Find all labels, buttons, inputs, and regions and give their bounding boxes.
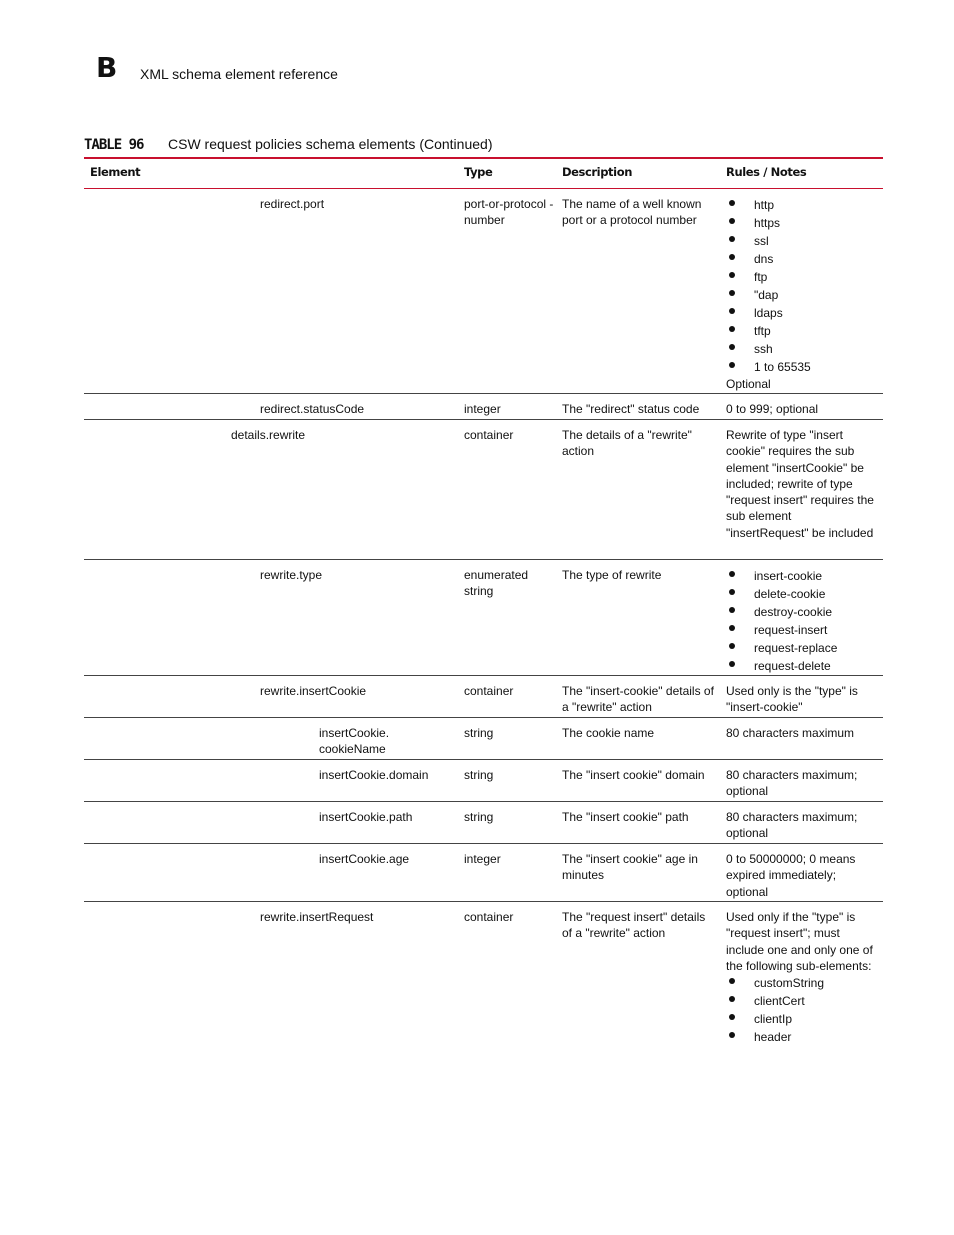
type-cell: container (464, 684, 514, 698)
bullet-text: http (754, 198, 775, 212)
bullet-text: delete-cookie (754, 587, 826, 601)
bullet-text: customString (754, 976, 825, 991)
bullet-icon (729, 272, 735, 278)
bullet-text: clientCert (754, 994, 805, 1009)
bullet-item (726, 992, 876, 1010)
bullet-item (726, 585, 876, 603)
bullet-item (726, 639, 876, 657)
type-cell: integer (464, 852, 501, 866)
rules-cell: Rewrite of type "insert cookie" requires the sub element "insertCookie" be included; rewrite of type "request insert" requires the sub element "insertRequest" be included (726, 428, 874, 540)
schema-table (84, 157, 883, 1062)
element-cell: insertCookie.path (319, 810, 413, 824)
bullet-text: header (754, 1030, 792, 1045)
bullet-text: request-delete (754, 659, 831, 673)
element-cell: details.rewrite (231, 428, 306, 442)
rules-note: Optional (726, 377, 771, 391)
table-row (84, 760, 883, 802)
bullet-list (726, 196, 876, 376)
bullet-item (726, 268, 876, 286)
type-cell: string (464, 726, 494, 740)
type-cell: container (464, 428, 514, 442)
bullet-item (726, 1010, 876, 1028)
bullet-icon (729, 1014, 735, 1020)
bullet-icon (729, 978, 735, 984)
table-row (84, 394, 883, 420)
table-row (84, 802, 883, 844)
bullet-text: insert-cookie (754, 569, 823, 583)
table-row (84, 676, 883, 718)
bullet-icon (729, 254, 735, 260)
bullet-icon (729, 607, 735, 613)
description-cell: The cookie name (562, 726, 655, 740)
element-cell: redirect.statusCode (260, 402, 365, 416)
bullet-text: request-replace (754, 641, 838, 655)
element-cell: rewrite.type (260, 568, 323, 582)
rules-text: Used only if the "type" is "request insert"; must include one and only one of the following sub-elements: (726, 910, 873, 973)
type-cell: string (464, 810, 494, 824)
description-cell: The "insert cookie" path (562, 810, 689, 824)
table-row (84, 844, 883, 902)
rules-cell: Used only is the "type" is "insert-cookie" (726, 684, 858, 715)
rules-cell: 0 to 999; optional (726, 402, 819, 416)
type-cell: container (464, 910, 514, 924)
description-cell: The type of rewrite (562, 568, 662, 582)
table-row (84, 420, 883, 560)
bullet-icon (729, 308, 735, 314)
bullet-text: 1 to 65535 (754, 360, 811, 374)
element-cell: insertCookie.age (319, 852, 410, 866)
chapter-letter: B (96, 51, 118, 84)
bullet-item (726, 196, 876, 214)
bullet-icon (729, 996, 735, 1002)
bullet-item (726, 567, 876, 585)
column-header-rules: Rules / Notes (726, 165, 807, 179)
bullet-text: tftp (754, 324, 771, 338)
bullet-icon (729, 326, 735, 332)
type-cell: integer (464, 402, 501, 416)
bullet-list (726, 567, 876, 675)
bullet-item (726, 286, 876, 304)
rules-cell: 80 characters maximum; optional (726, 810, 858, 841)
element-cell: insertCookie.domain (319, 768, 429, 782)
element-cell: rewrite.insertCookie (260, 684, 367, 698)
type-cell: string (464, 768, 494, 782)
rules-cell (726, 567, 876, 675)
table-header-row (84, 159, 883, 189)
bullet-text: ftp (754, 270, 768, 284)
bullet-item (726, 358, 876, 376)
bullet-icon (729, 625, 735, 631)
type-cell: port-or-protocol -number (464, 197, 554, 228)
bullet-text: clientIp (754, 1012, 793, 1027)
bullet-text: "dap (754, 288, 779, 302)
description-cell: The "insert cookie" domain (562, 768, 705, 782)
bullet-item (726, 250, 876, 268)
bullet-icon (729, 661, 735, 667)
bullet-icon (729, 362, 735, 368)
type-cell: enumerated string (464, 568, 529, 599)
column-header-type: Type (464, 165, 493, 179)
bullet-item (726, 340, 876, 358)
bullet-list (726, 974, 876, 1046)
bullet-item (726, 304, 876, 322)
bullet-text: ssh (754, 342, 773, 356)
bullet-text: request-insert (754, 623, 828, 637)
description-cell: The "insert-cookie" details of a "rewrite" action (562, 684, 714, 715)
description-cell: The "insert cookie" age in minutes (562, 852, 698, 883)
column-header-description: Description (562, 165, 632, 179)
table-row (84, 189, 883, 394)
element-cell: insertCookie. cookieName (319, 726, 390, 757)
bullet-icon (729, 344, 735, 350)
table-row (84, 560, 883, 676)
bullet-text: https (754, 216, 781, 230)
table-row (84, 902, 883, 1062)
table-caption (84, 136, 492, 153)
rules-cell: 0 to 50000000; 0 means expired immediately; optional (726, 852, 856, 899)
bullet-item (726, 603, 876, 621)
column-header-element: Element (90, 165, 141, 179)
bullet-item (726, 214, 876, 232)
running-header: XML schema element reference (140, 66, 338, 82)
description-cell: The details of a "rewrite" action (562, 428, 692, 459)
rules-cell (726, 196, 876, 392)
bullet-icon (729, 218, 735, 224)
bullet-item (726, 974, 876, 992)
bullet-item (726, 621, 876, 639)
bullet-icon (729, 643, 735, 649)
bullet-icon (729, 236, 735, 242)
rules-cell: 80 characters maximum (726, 726, 855, 740)
description-cell: The name of a well known port or a protocol number (562, 197, 702, 228)
bullet-text: ssl (754, 234, 769, 248)
bullet-item (726, 657, 876, 675)
rules-cell: 80 characters maximum; optional (726, 768, 858, 799)
bullet-text: dns (754, 252, 774, 266)
bullet-item (726, 322, 876, 340)
table-title: CSW request policies schema elements (Continued) (168, 136, 493, 152)
bullet-text: destroy-cookie (754, 605, 833, 619)
element-cell: rewrite.insertRequest (260, 910, 374, 924)
bullet-item (726, 1028, 876, 1046)
bullet-item (726, 232, 876, 250)
table-row (84, 718, 883, 760)
bullet-text: ldaps (754, 306, 783, 320)
bullet-icon (729, 571, 735, 577)
bullet-icon (729, 589, 735, 595)
description-cell: The "request insert" details of a "rewrite" action (562, 910, 706, 941)
bullet-icon (729, 290, 735, 296)
bullet-icon (729, 1032, 735, 1038)
element-cell: redirect.port (260, 197, 325, 211)
bullet-icon (729, 200, 735, 206)
rules-cell (726, 909, 876, 1046)
description-cell: The "redirect" status code (562, 402, 700, 416)
table-number: TABLE 96 (84, 137, 144, 153)
